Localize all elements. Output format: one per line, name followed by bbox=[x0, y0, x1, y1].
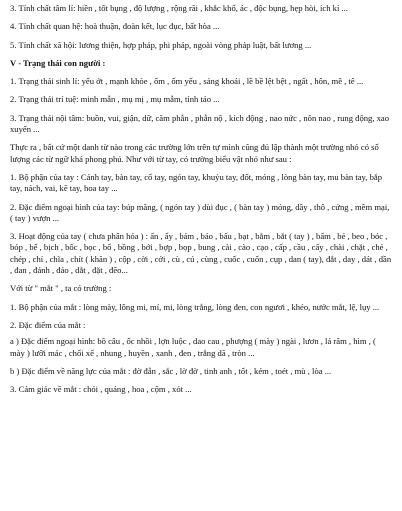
paragraph-hand-parts: 1. Bộ phận của tay : Cánh tay, bàn tay, cổ tay, ngón tay, khuỷu tay, đốt, móng , lòng bàn tay, mu bàn tay, bắp tay, nách, vai, kẽ tay, hoa tay ... bbox=[10, 171, 382, 194]
section-heading: V - Trạng thái con người : bbox=[10, 57, 106, 68]
paragraph-psychological-traits: 3. Tính chất tâm lí: hiền , tốt bụng , độ lượng , rộng rãi , khắc khổ, ác , độc bụng, hẹp hòi, ích kỉ ... bbox=[10, 3, 348, 13]
paragraph-eye-features-heading: 2. Đặc điểm của mắt : bbox=[10, 319, 86, 330]
paragraph-emotional-state: 3. Trạng thái nội tâm: buồn, vui, giận, dữ, căm phẫn , phẫn nộ , kích động , nao nức , nôn nao , rung động, xao xuyến ... bbox=[10, 112, 390, 135]
paragraph-social-traits: 5. Tính chất xã hội: lương thiện, hợp pháp, phi pháp, ngoài vòng pháp luật, bất lương ... bbox=[10, 39, 312, 50]
paragraph-relational-traits: 4. Tính chất quan hệ: hoà thuận, đoàn kết, lục đục, bất hòa ... bbox=[10, 21, 220, 32]
paragraph-hand-appearance: 2. Đặc điểm ngoại hình của tay: búp măng, ( ngón tay ) dùi đục , ( bàn tay ) mỏng, dầy , thô , cứng , mềm mại, ( tay ) vượn ... bbox=[10, 201, 390, 223]
paragraph-eye-intro: Với từ " mắt " , ta có trường : bbox=[10, 283, 112, 294]
paragraph-physiological-state: 1. Trạng thái sinh lí: yếu ớt , mạnh khỏe , ốm , ốm yếu , sảng khoái , lề bề lệt bệt , ngất , hôn, mê , tê ... bbox=[10, 76, 364, 87]
paragraph-mental-state: 2. Trạng thái trí tuệ: minh mẫn , mụ mị , mụ mẫm, tỉnh táo ... bbox=[10, 94, 220, 105]
paragraph-semantic-field-intro: Thực ra , bất cứ một danh từ nào trong các trường lớn trên tự mình cũng đủ lập thành một trường nhỏ có số lượng các từ ngữ khá phong phú. Như với từ tay, có trường biểu vật nhỏ như sau : bbox=[10, 142, 379, 164]
paragraph-eye-ability: b ) Đặc điểm về năng lực của mắt : đờ đẫn , sắc , lờ đờ , tinh anh , tốt , kém , toét , mù , lòa ... bbox=[10, 365, 332, 376]
paragraph-eye-parts: 1. Bộ phận của mắt : lòng mày, lông mi, mí, mi, lòng trắng, lòng đen, con ngươi , khéo, nước mắt, lệ, lụy ... bbox=[10, 301, 380, 312]
paragraph-eye-appearance: a ) Đặc điểm ngoại hình: bồ câu , ốc nhồi , lợn luộc , dao cau , phượng ( mày ) ngài , lươn , lá răm , hìm , ( mày ) lưỡi mác , chổi xể , nhung , huyền , xanh , đen , trắng dã , tròn ... bbox=[10, 336, 376, 358]
paragraph-hand-actions: 3. Hoạt động của tay ( chưa phân hóa ) : ấn , ẩy , bám , báo , bấu , bạt , bằm , bắt ( tay ) , bấm , bẻ , beo , bóc , bóp , bế , bịch , bốc , bọc , bổ , bồng , bới , bợp , bọp , bung , cài , cào , cạo , cấp , cầu , cấy , chài , chặt , chẻ , chép , chỉ , chĩa , chít ( khăn ) , cộp , cời , cởi , cù , cú , cùng , cuốc , cuốn , cụp , dan ( tay), đắt , day , dát , dần , đan , đánh , đảo , dắt , đặt , đẽo... bbox=[10, 231, 392, 276]
paragraph-eye-sensations: 3. Cảm giác về mắt : chói , quáng , hoa , cộm , xót ... bbox=[10, 384, 192, 395]
